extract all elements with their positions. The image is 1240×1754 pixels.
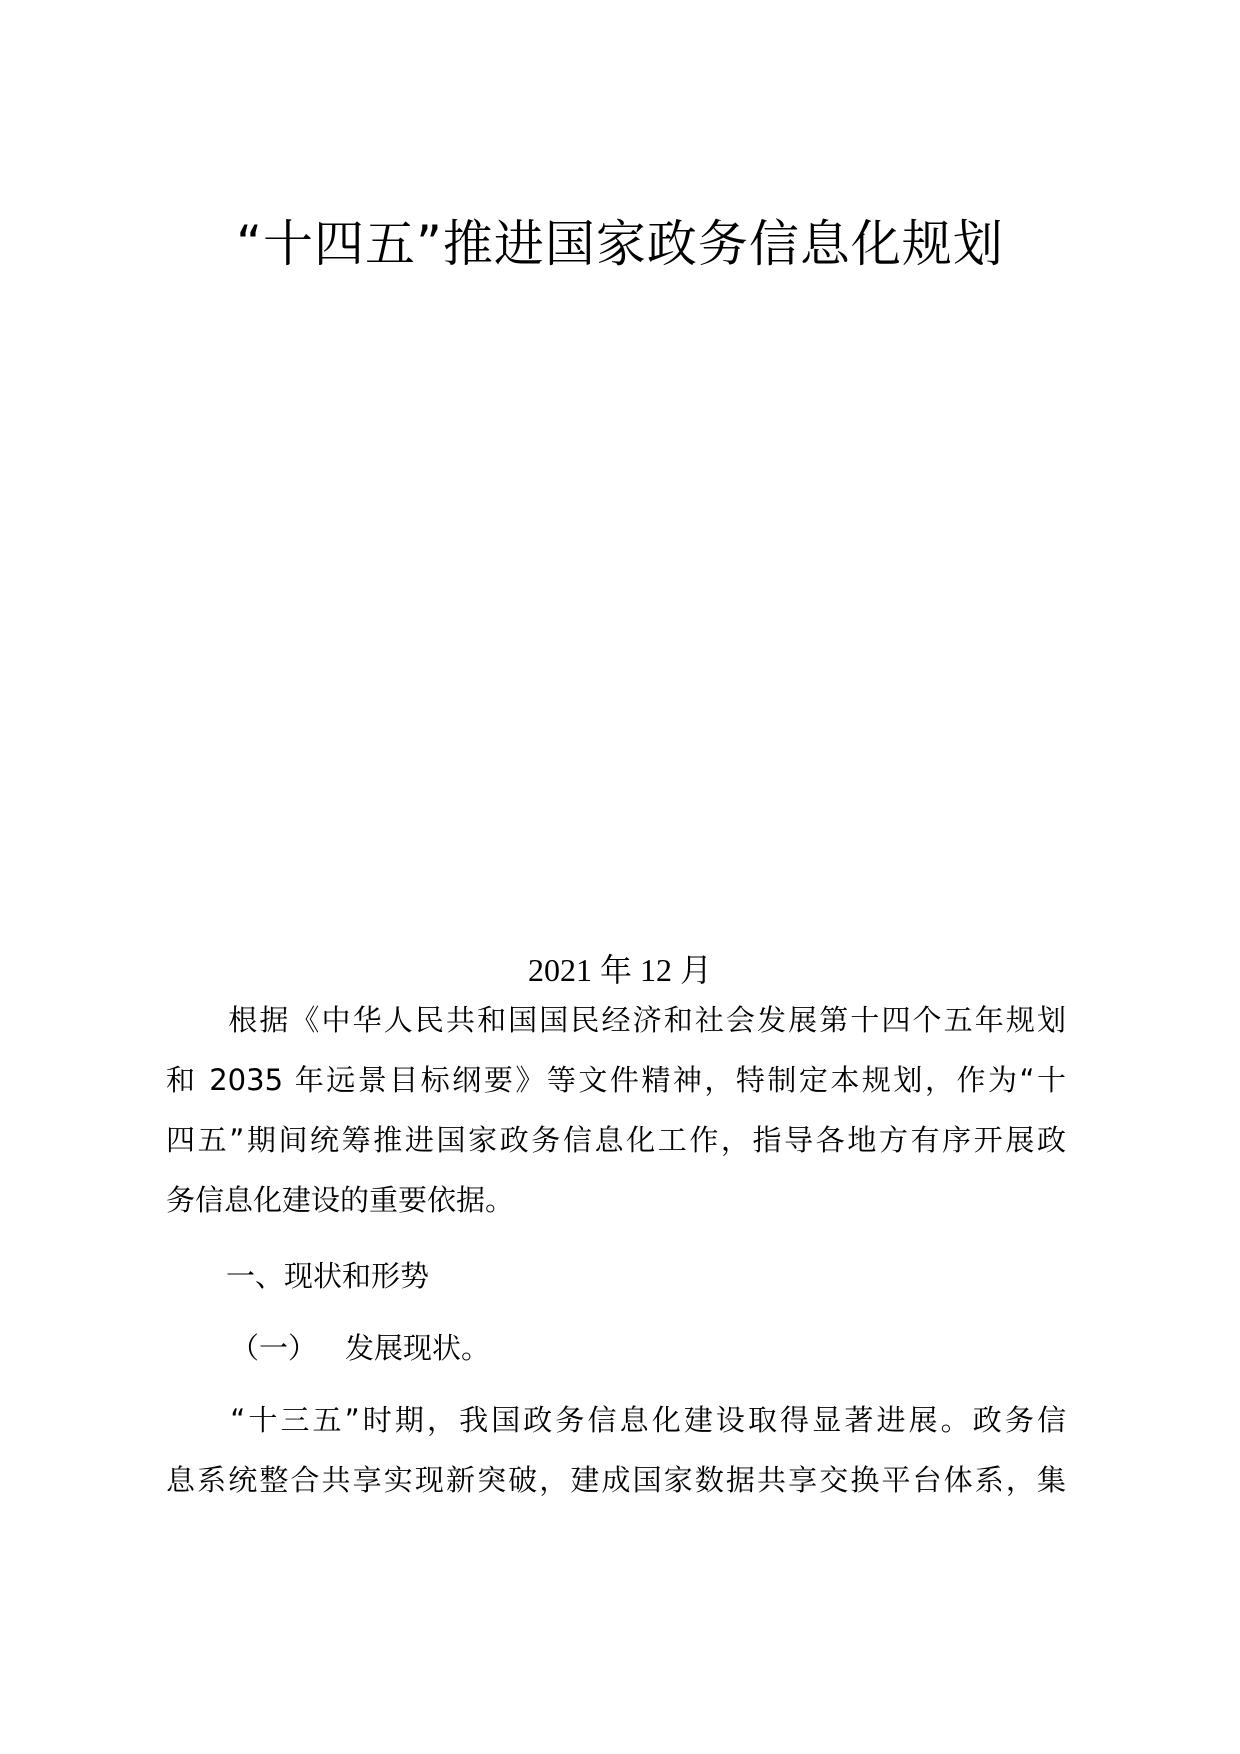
subsection-number: （一） xyxy=(230,1331,318,1365)
document-date: 2021 年 12 月 xyxy=(527,952,712,988)
section-heading: 一、现状和形势 xyxy=(226,1259,430,1293)
intro-line-4: 务信息化建设的重要依据。 xyxy=(166,1183,515,1217)
subsection-title: 发展现状。 xyxy=(345,1331,491,1365)
status-line-2: 息系统整合共享实现新突破，建成国家数据共享交换平台体系，集 xyxy=(166,1463,1066,1497)
intro-line-2: 和 2035 年远景目标纲要》等文件精神，特制定本规划，作为“十 xyxy=(166,1063,1066,1097)
document-title: “十四五”推进国家政务信息化规划 xyxy=(236,215,1004,273)
intro-line-3: 四五”期间统筹推进国家政务信息化工作，指导各地方有序开展政 xyxy=(166,1123,1066,1157)
subsection-heading xyxy=(230,1328,490,1368)
status-line-1: “十三五”时期，我国政务信息化建设取得显著进展。政务信 xyxy=(166,1403,1066,1437)
intro-line-1: 根据《中华人民共和国国民经济和社会发展第十四个五年规划 xyxy=(166,1003,1066,1037)
